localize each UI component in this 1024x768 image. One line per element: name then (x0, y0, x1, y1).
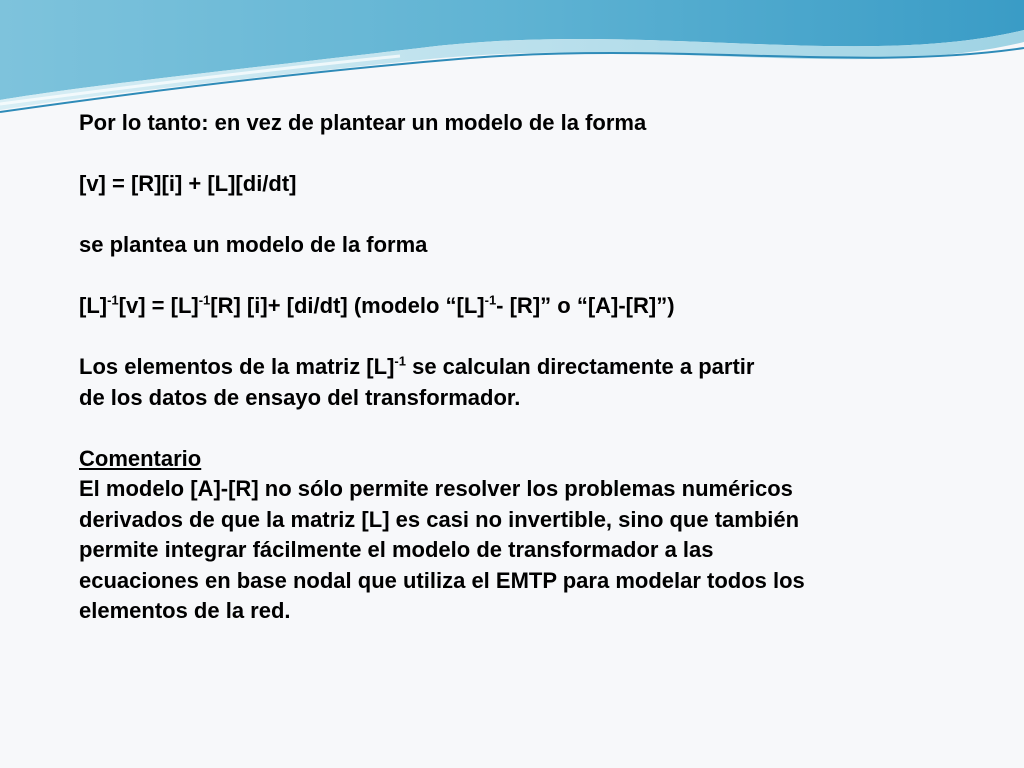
intro-line-2: se plantea un modelo de la forma (79, 232, 428, 257)
elements-line-1: Los elementos de la matriz $[L]^{-1}$ se calculan directamente a partir (79, 353, 755, 379)
elements-line-2: de los datos de ensayo del transformador. (79, 384, 521, 410)
comment-line: elementos de la red. (79, 598, 291, 623)
comment-line: permite integrar fácilmente el modelo de transformador a las (79, 537, 714, 562)
comment-line: derivados de que la matriz [L] es casi no invertible, sino que también (79, 506, 800, 532)
equation-line-2: $[L]^{-1}[v] = [L]^{-1}[R]$ [i]+ [di/dt] (modelo “$[L]^{-1}-$ [R]” o “[A]-[R]”) (79, 292, 675, 318)
comment-heading: Comentario (79, 445, 202, 471)
intro-line: Por lo tanto: en vez de plantear un modelo de la forma (79, 110, 647, 135)
comment-line: El modelo [A]-[R] no sólo permite resolver los problemas numéricos (79, 476, 793, 501)
comment-line: ecuaciones en base nodal que utiliza el EMTP para modelar todos los (79, 567, 805, 593)
equation-line-1: [v] = [R][i] + [L][di/dt] (79, 171, 297, 196)
slide-body (79, 108, 979, 627)
